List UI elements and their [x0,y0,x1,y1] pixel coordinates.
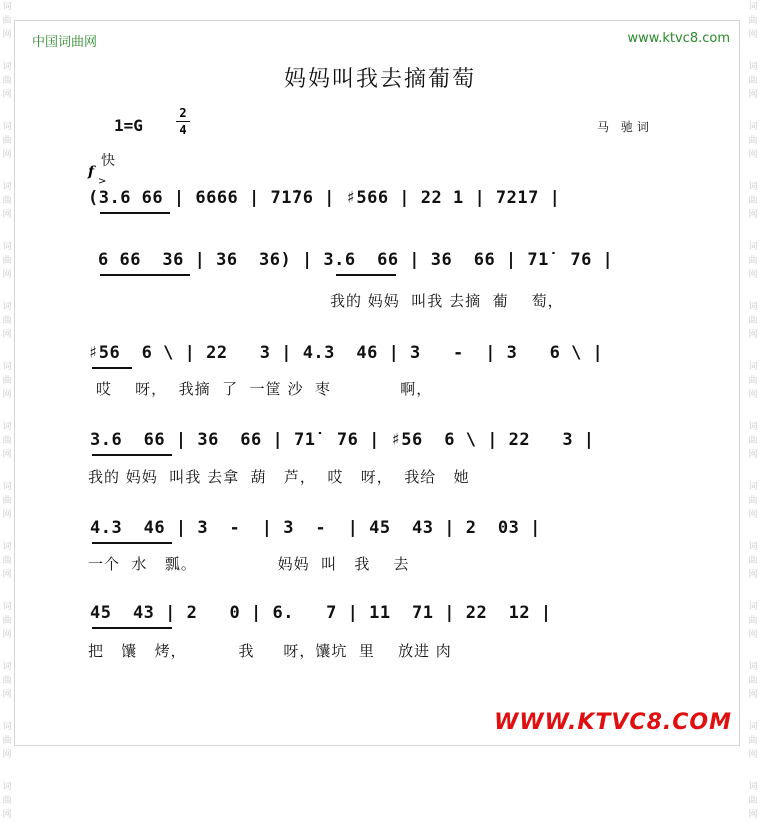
watermark-char: 曲 [2,196,12,206]
watermark-group [748,0,757,42]
watermark-group [748,420,757,462]
watermark-char: 词 [2,602,12,612]
watermark-char: 曲 [2,436,12,446]
beam-mark [92,454,172,456]
watermark-char: 词 [748,542,758,552]
watermark-char: 网 [2,690,12,700]
watermark-char: 曲 [2,136,12,146]
watermark-char: 曲 [748,796,758,806]
watermark-char: 网 [748,30,758,40]
watermark-char: 词 [2,782,12,792]
meter-bottom: 4 [179,123,187,137]
notation-line-3: ♯56 6 \ | 22 3 | 4.3 46 | 3 - | 3 6 \ | [88,343,604,363]
watermark-char: 词 [748,2,758,12]
watermark-char: 网 [2,630,12,640]
watermark-char: 网 [748,150,758,160]
watermark-char: 词 [748,362,758,372]
watermark-group [2,480,11,522]
watermark-group [2,180,11,222]
watermark-char: 词 [2,662,12,672]
watermark-char: 曲 [2,616,12,626]
watermark-group [2,0,11,42]
watermark-char: 词 [2,422,12,432]
left-watermark [0,0,14,820]
watermark-char: 网 [748,390,758,400]
watermark-char: 词 [748,242,758,252]
site-url[interactable]: www.ktvc8.com [627,31,730,46]
dynamic-marking: f [88,164,95,180]
watermark-char: 网 [748,330,758,340]
watermark-char: 网 [748,510,758,520]
watermark-char: 网 [748,750,758,760]
watermark-group [748,240,757,282]
watermark-char: 曲 [748,616,758,626]
watermark-char: 词 [2,542,12,552]
footer-url[interactable]: WWW.KTVC8.COM [494,710,732,735]
watermark-char: 网 [2,270,12,280]
watermark-group [2,120,11,162]
watermark-char: 曲 [748,556,758,566]
lyricist-credit: 马 驰词 [597,120,653,134]
notation-line-5: 4.3 46 | 3 - | 3 - | 45 43 | 2 03 | [90,518,541,538]
watermark-group [748,720,757,762]
time-signature [176,106,190,137]
watermark-char: 词 [748,722,758,732]
watermark-group [748,660,757,702]
watermark-char: 曲 [2,676,12,686]
watermark-group [2,540,11,582]
watermark-char: 词 [748,62,758,72]
lyric-line-3: 哎 呀， 我摘 了 一筐 沙 枣 啊， [96,380,433,398]
watermark-char: 曲 [748,676,758,686]
watermark-char: 词 [2,62,12,72]
watermark-char: 曲 [2,736,12,746]
watermark-char: 曲 [2,376,12,386]
watermark-char: 网 [2,150,12,160]
watermark-char: 曲 [2,16,12,26]
watermark-group [748,120,757,162]
watermark-group [2,360,11,402]
watermark-char: 词 [2,362,12,372]
watermark-char: 曲 [2,496,12,506]
watermark-char: 曲 [748,316,758,326]
watermark-char: 曲 [748,736,758,746]
watermark-char: 曲 [748,256,758,266]
watermark-char: 曲 [748,376,758,386]
watermark-char: 网 [748,210,758,220]
watermark-group [2,600,11,642]
watermark-char: 词 [748,602,758,612]
watermark-char: 曲 [2,76,12,86]
beam-mark [92,367,132,369]
watermark-char: 词 [2,302,12,312]
song-title: 妈妈叫我去摘葡萄 [283,67,476,92]
watermark-char: 曲 [2,256,12,266]
watermark-char: 曲 [748,496,758,506]
beam-mark [336,274,396,276]
watermark-char: 曲 [748,436,758,446]
watermark-char: 词 [2,722,12,732]
watermark-char: 词 [748,422,758,432]
accent-mark: > [98,176,107,187]
notation-line-1: (3.6 66 | 6666 | 71̇76 | ♯566 | 22 1 | 7217 | [88,188,561,208]
beam-mark [92,627,172,629]
watermark-char: 网 [2,30,12,40]
watermark-group [748,480,757,522]
watermark-char: 网 [2,570,12,580]
beam-mark [100,212,170,214]
watermark-group [748,540,757,582]
lyric-line-2: 我的 妈妈 叫我 去摘 葡 萄， [330,292,564,310]
watermark-char: 曲 [2,796,12,806]
watermark-char: 网 [2,510,12,520]
watermark-char: 曲 [2,316,12,326]
watermark-group [2,240,11,282]
watermark-char: 词 [748,182,758,192]
watermark-char: 网 [748,270,758,280]
watermark-char: 网 [2,330,12,340]
watermark-char: 曲 [748,76,758,86]
watermark-char: 词 [2,2,12,12]
tempo-marking: 快 [101,153,115,169]
watermark-group [748,780,757,822]
watermark-char: 网 [2,390,12,400]
watermark-char: 词 [748,122,758,132]
watermark-char: 词 [2,242,12,252]
watermark-char: 网 [2,450,12,460]
watermark-char: 曲 [748,136,758,146]
lyric-line-4: 我的 妈妈 叫我 去拿 葫 芦， 哎 呀， 我给 她 [88,468,470,486]
watermark-char: 词 [2,122,12,132]
watermark-char: 网 [748,570,758,580]
watermark-char: 网 [2,750,12,760]
watermark-char: 词 [748,302,758,312]
watermark-char: 词 [748,482,758,492]
watermark-group [2,660,11,702]
watermark-char: 词 [2,482,12,492]
watermark-char: 词 [2,182,12,192]
right-watermark [746,0,760,820]
watermark-group [748,600,757,642]
watermark-group [748,300,757,342]
watermark-group [748,180,757,222]
watermark-char: 网 [748,810,758,820]
watermark-char: 曲 [748,196,758,206]
lyric-line-5: 一个 水 瓢。 妈妈 叫 我 去 [88,555,410,573]
notation-line-2: 6 66 36 | 36 36) | 3.6 66 | 36 66 | 71̇ 76 | [98,250,614,270]
watermark-char: 网 [748,630,758,640]
beam-mark [92,542,172,544]
watermark-char: 词 [748,662,758,672]
watermark-char: 网 [748,450,758,460]
watermark-char: 网 [2,210,12,220]
watermark-char: 网 [2,90,12,100]
watermark-group [748,360,757,402]
notation-line-6: 45 43 | 2 0 | 6. 7 | 11 71 | 22 12 | [90,603,552,623]
key-signature: 1=G [114,116,143,135]
watermark-group [2,420,11,462]
watermark-group [2,780,11,822]
watermark-group [2,720,11,762]
beam-mark [100,274,190,276]
watermark-char: 网 [748,90,758,100]
watermark-char: 网 [2,810,12,820]
watermark-char: 曲 [2,556,12,566]
watermark-char: 网 [748,690,758,700]
notation-line-4: 3.6 66 | 36 66 | 71̇ 76 | ♯56 6 \ | 22 3 | [90,430,595,450]
watermark-char: 曲 [748,16,758,26]
watermark-char: 词 [748,782,758,792]
site-name[interactable]: 中国词曲网 [32,35,98,50]
meter-top: 2 [179,106,187,120]
lyric-line-6: 把 馕 烤， 我 呀，馕坑 里 放进 肉 [88,642,452,660]
watermark-group [2,300,11,342]
